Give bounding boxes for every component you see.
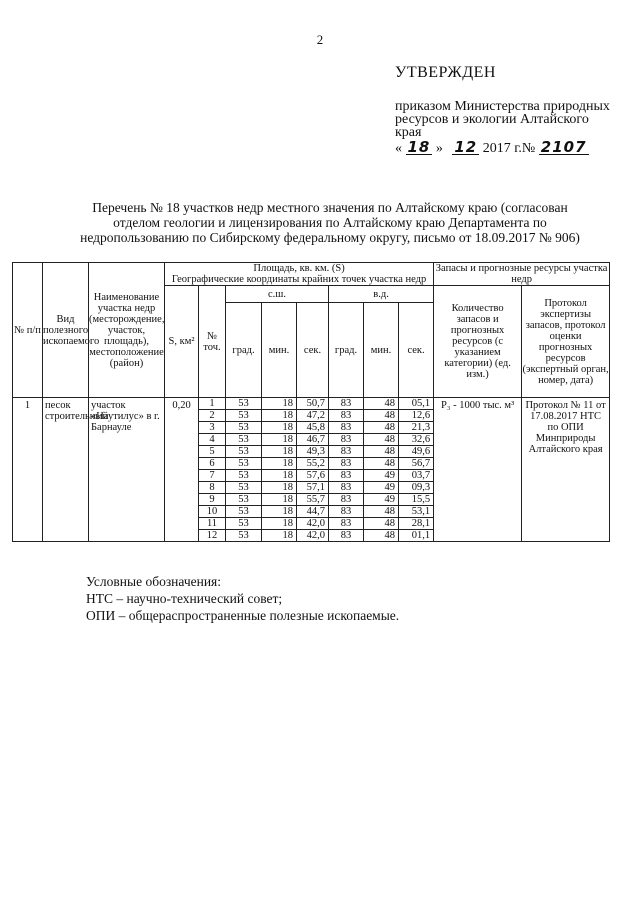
cell-n: 12 [199,530,226,542]
cell-n: 2 [199,410,226,422]
cell-lon-sec: 12,6 [399,410,434,422]
row-num-cell-text: 1 [24,400,31,411]
cell-lat-min: 18 [262,434,297,446]
cell-n: 7 [199,470,226,482]
table-row [13,398,610,410]
cell-lat-min: 18 [262,410,297,422]
header-coords-title: Географические координаты крайних точек участка недр [171,274,427,285]
year-number-label: 2017 г.№ [482,141,536,156]
cell-lat-min: 18 [262,446,297,458]
row-name-cell-text: участок «Наутилус» в г. Барнауле [91,400,160,433]
row-protocol-cell [522,398,610,542]
legend-item: НТС – научно-технический совет; [86,591,283,606]
cell-lon-min: 48 [364,506,399,518]
row-protocol-cell-text: Протокол № 11 от 17.08.2017 НТС по ОПИ Минприроды Алтайского края [525,400,606,455]
cell-lat-min: 18 [262,530,297,542]
cell-n: 10 [199,506,226,518]
cell-lat-deg: 53 [226,410,262,422]
cell-lon-min: 49 [364,482,399,494]
cell-lat-sec: 55,2 [297,458,329,470]
header-lon: в.д. [329,286,434,303]
row-quantity-cell-text: Р₃ - 1000 тыс. м³ [441,400,515,411]
row-quantity-cell [434,398,522,542]
cell-lat-min: 18 [262,470,297,482]
cell-n: 4 [199,434,226,446]
handwritten-day: 18 [407,138,431,156]
cell-lon-min: 48 [364,446,399,458]
cell-lon-sec: 05,1 [399,398,434,410]
cell-lon-deg: 83 [329,410,364,422]
row-mineral-cell [43,398,109,542]
legend [86,573,399,624]
header-lon-sec: сек. [399,303,434,398]
row-area-cell [165,398,199,542]
cell-lat-sec: 50,7 [297,398,329,410]
cell-lon-min: 48 [364,458,399,470]
cell-n: 11 [199,518,226,530]
cell-lon-sec: 32,6 [399,434,434,446]
cell-lon-min: 49 [364,470,399,482]
header-lat-sec: сек. [297,303,329,398]
cell-lat-deg: 53 [226,458,262,470]
header-s: S, км² [165,286,199,398]
row-mineral-cell-text: песок строительный [45,400,109,422]
date-open-quote: « [395,141,402,156]
cell-lat-sec: 46,7 [297,434,329,446]
cell-lat-sec: 47,2 [297,410,329,422]
cell-lat-deg: 53 [226,482,262,494]
cell-lon-min: 48 [364,518,399,530]
cell-lat-sec: 42,0 [297,530,329,542]
cell-n: 3 [199,422,226,434]
cell-lon-sec: 49,6 [399,446,434,458]
cell-lat-deg: 53 [226,506,262,518]
cell-lon-deg: 83 [329,422,364,434]
cell-lat-sec: 42,0 [297,518,329,530]
cell-n: 1 [199,398,226,410]
subsoil-plots-table [12,262,610,542]
approval-heading: УТВЕРЖДЕН [395,64,496,81]
cell-lon-deg: 83 [329,482,364,494]
header-area-title: Площадь, кв. км. (S) [253,263,345,274]
cell-lon-deg: 83 [329,530,364,542]
header-lat-deg: град. [226,303,262,398]
header-lat: с.ш. [226,286,329,303]
cell-lat-deg: 53 [226,494,262,506]
list-title: Перечень № 18 участков недр местного значения по Алтайскому краю (согласован отделом геологии и лицензирования по Алтайскому краю Департамента по недропользованию по Сибирскому федеральному округу, письмо от 18.09.2017 № 906) [80,200,580,245]
header-area-group [165,263,434,286]
cell-lon-deg: 83 [329,518,364,530]
legend-title: Условные обозначения: [86,574,222,589]
cell-lat-min: 18 [262,482,297,494]
cell-lon-sec: 15,5 [399,494,434,506]
cell-lon-sec: 28,1 [399,518,434,530]
table-body [13,398,610,542]
cell-lat-min: 18 [262,422,297,434]
cell-lon-sec: 56,7 [399,458,434,470]
row-area-cell-text: 0,20 [172,400,191,411]
header-point: № точ. [199,286,226,398]
cell-lat-sec: 49,3 [297,446,329,458]
cell-lon-sec: 21,3 [399,422,434,434]
cell-lon-min: 49 [364,494,399,506]
cell-lon-min: 48 [364,410,399,422]
page-number: 2 [316,32,324,47]
approval-date-line [395,140,589,157]
cell-lat-sec: 45,8 [297,422,329,434]
header-quantity: Количество запасов и прогнозных ресурсов (с указанием категории) (ед. изм.) [434,286,522,398]
cell-lat-min: 18 [262,494,297,506]
cell-lat-deg: 53 [226,530,262,542]
cell-lon-sec: 09,3 [399,482,434,494]
cell-lon-deg: 83 [329,398,364,410]
header-protocol: Протокол экспертизы запасов, протокол оценки прогнозных ресурсов (экспертный орган, номер, дата) [522,286,610,398]
cell-n: 8 [199,482,226,494]
cell-lon-min: 48 [364,530,399,542]
cell-n: 6 [199,458,226,470]
approval-order-text: приказом Министерства природных ресурсов и экологии Алтайского края [395,99,610,140]
cell-n: 9 [199,494,226,506]
header-num: № п/п [13,263,43,398]
cell-lon-min: 48 [364,422,399,434]
cell-lat-sec: 57,1 [297,482,329,494]
cell-lon-deg: 83 [329,434,364,446]
row-name-cell [89,398,165,542]
cell-lat-deg: 53 [226,446,262,458]
cell-lon-sec: 01,1 [399,530,434,542]
header-name: Наименование участка недр (месторождение, участок, площадь), местоположение (район) [89,263,165,398]
cell-n: 5 [199,446,226,458]
cell-lat-sec: 44,7 [297,506,329,518]
cell-lat-min: 18 [262,458,297,470]
cell-lat-sec: 57,6 [297,470,329,482]
cell-lon-deg: 83 [329,458,364,470]
cell-lon-deg: 83 [329,470,364,482]
cell-lat-deg: 53 [226,470,262,482]
cell-lon-min: 48 [364,398,399,410]
cell-lon-min: 48 [364,434,399,446]
cell-lat-sec: 55,7 [297,494,329,506]
handwritten-month: 12 [454,138,478,156]
cell-lat-deg: 53 [226,398,262,410]
cell-lat-deg: 53 [226,434,262,446]
cell-lat-min: 18 [262,398,297,410]
handwritten-order-number: 2107 [540,138,587,156]
cell-lat-min: 18 [262,506,297,518]
header-mineral: Вид полезного ископаемого [43,263,89,398]
header-reserves-group: Запасы и прогнозные ресурсы участка недр [434,263,610,286]
date-close-quote: » [435,141,443,156]
header-lon-deg: град. [329,303,364,398]
legend-item: ОПИ – общераспространенные полезные ископаемые. [86,608,400,623]
cell-lat-deg: 53 [226,422,262,434]
header-lat-min: мин. [262,303,297,398]
cell-lon-sec: 53,1 [399,506,434,518]
cell-lon-deg: 83 [329,494,364,506]
cell-lat-deg: 53 [226,518,262,530]
row-num-cell [13,398,43,542]
cell-lon-deg: 83 [329,506,364,518]
cell-lon-deg: 83 [329,446,364,458]
cell-lon-sec: 03,7 [399,470,434,482]
cell-lat-min: 18 [262,518,297,530]
header-lon-min: мин. [364,303,399,398]
